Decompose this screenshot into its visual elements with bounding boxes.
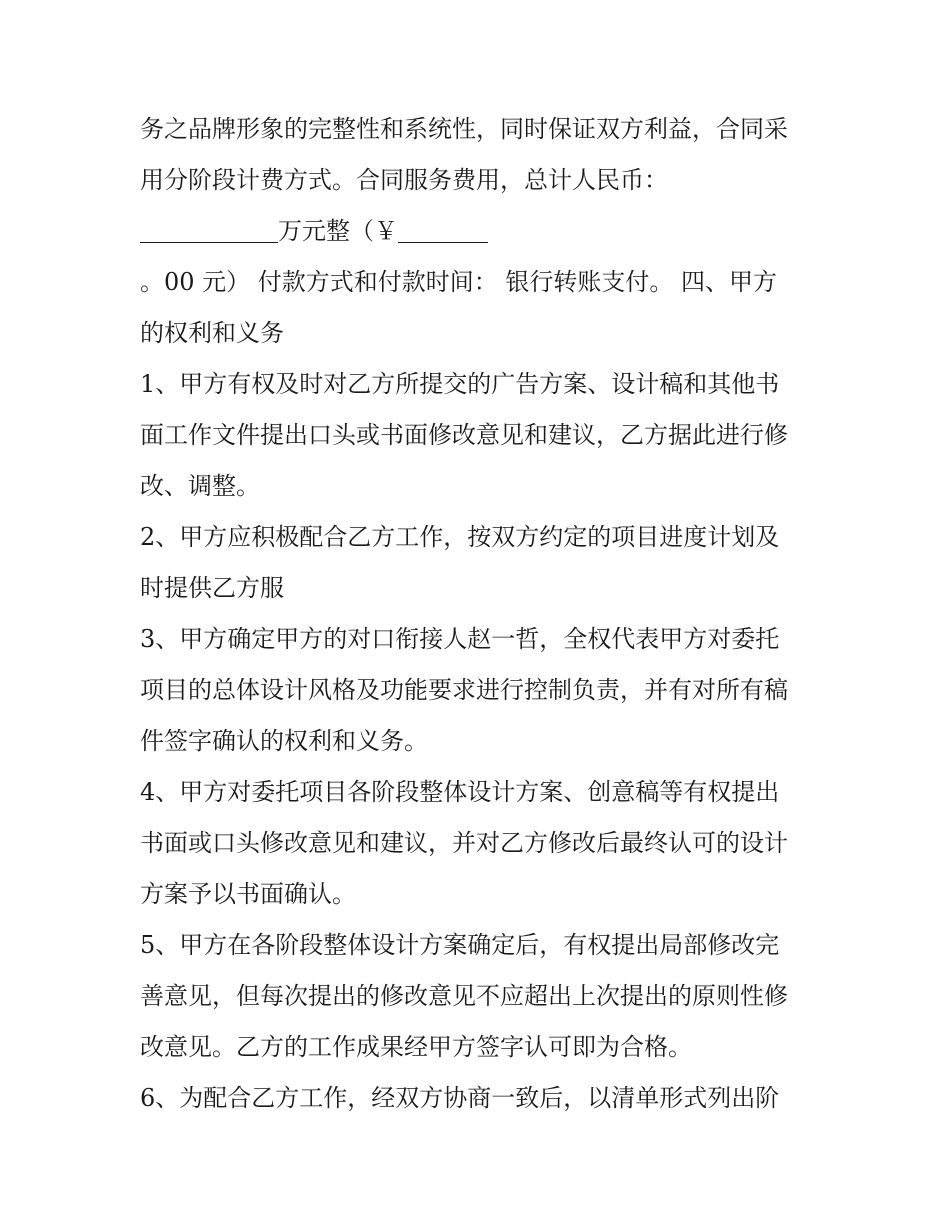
text-line: 改意见。乙方的工作成果经甲方签字认可即为合格。: [140, 1033, 692, 1061]
text-line: 6、为配合乙方工作，经双方协商一致后，以清单形式列出阶: [140, 1084, 780, 1112]
text-line: 4、甲方对委托项目各阶段整体设计方案、创意稿等有权提出: [140, 778, 780, 806]
text-line: 务之品牌形象的完整性和系统性，同时保证双方利益，合同采: [140, 115, 788, 143]
text-line: 项目的总体设计风格及功能要求进行控制负责，并有对所有稿: [140, 676, 788, 704]
text-line: 1、甲方有权及时对乙方所提交的广告方案、设计稿和其他书: [140, 370, 780, 398]
fee-line: [140, 206, 830, 257]
text-line: 2、甲方应积极配合乙方工作，按双方约定的项目进度计划及: [140, 523, 780, 551]
text-line: 3、甲方确定甲方的对口衔接人赵一哲，全权代表甲方对委托: [140, 625, 780, 653]
text-line: 用分阶段计费方式。合同服务费用，总计人民币：: [140, 166, 668, 194]
text-line: 书面或口头修改意见和建议，并对乙方修改后最终认可的设计: [140, 829, 788, 857]
text-line: 5、甲方在各阶段整体设计方案确定后，有权提出局部修改完: [140, 931, 780, 959]
text-line: 件签字确认的权利和义务。: [140, 727, 428, 755]
text-line: 方案予以书面确认。: [140, 880, 356, 908]
contract-text: [140, 104, 830, 1124]
text-line: 善意见，但每次提出的修改意见不应超出上次提出的原则性修: [140, 982, 788, 1010]
text-line: 时提供乙方服: [140, 574, 284, 602]
text-line: 改、调整。: [140, 472, 260, 500]
amount-blank: [140, 212, 278, 243]
text-line: 的权利和义务: [140, 319, 284, 347]
text-line: 面工作文件提出口头或书面修改意见和建议，乙方据此进行修: [140, 421, 788, 449]
fee-unit-text: 万元整（￥: [278, 217, 398, 245]
amount-digits-blank: [398, 212, 488, 243]
text-line: 。00 元） 付款方式和付款时间： 银行转账支付。 四、甲方: [140, 268, 778, 296]
